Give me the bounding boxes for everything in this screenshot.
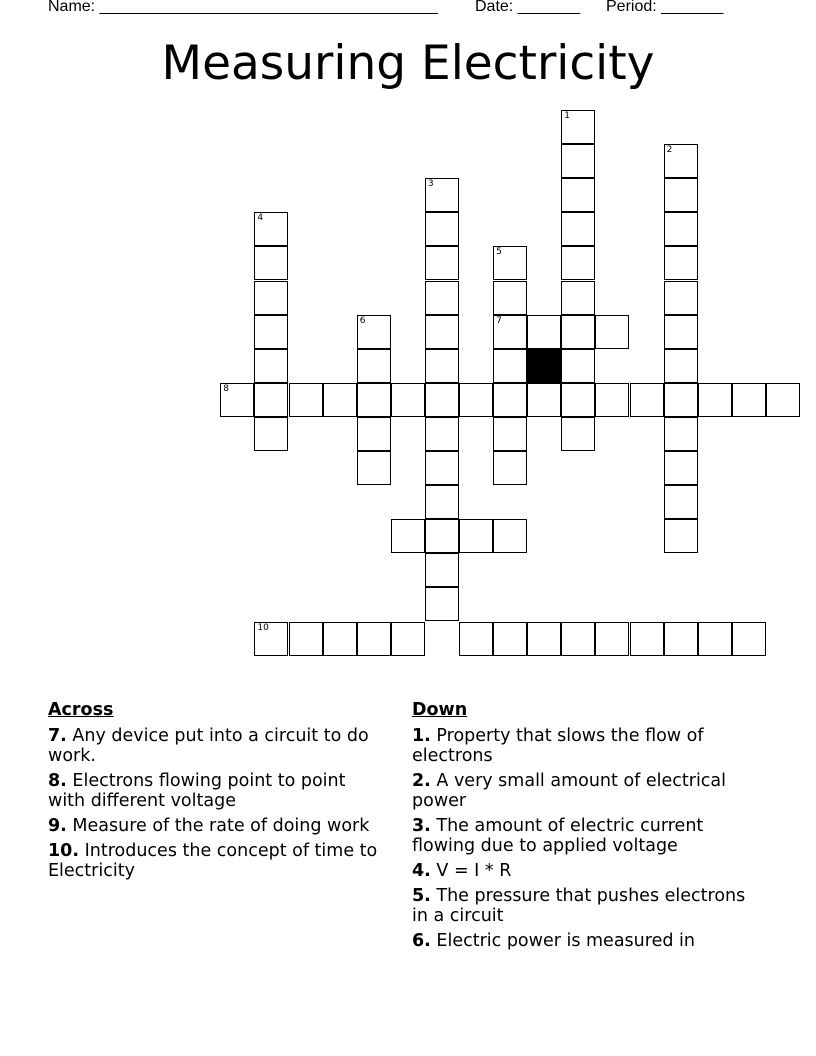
grid-cell[interactable] xyxy=(664,417,698,451)
grid-cell[interactable] xyxy=(391,383,425,417)
grid-cell[interactable] xyxy=(664,519,698,553)
grid-cell[interactable] xyxy=(425,383,459,417)
period-field-label[interactable]: Period: _______ xyxy=(606,0,724,15)
grid-cell[interactable] xyxy=(766,383,800,417)
grid-cell[interactable] xyxy=(425,212,459,246)
grid-cell[interactable] xyxy=(357,451,391,485)
clue-number-label: 3 xyxy=(427,179,434,190)
across-clue-9 xyxy=(48,816,388,836)
grid-cell[interactable] xyxy=(493,349,527,383)
grid-cell[interactable] xyxy=(664,315,698,349)
date-field-label[interactable]: Date: _______ xyxy=(475,0,580,15)
grid-cell[interactable] xyxy=(425,519,459,553)
grid-cell[interactable] xyxy=(425,485,459,519)
clue-number: 6. xyxy=(412,931,431,951)
clue-number-label: 5 xyxy=(496,247,502,258)
grid-cell[interactable] xyxy=(527,315,561,349)
grid-cell[interactable] xyxy=(323,622,357,656)
across-heading: Across xyxy=(48,700,114,720)
down-clue-1 xyxy=(412,726,762,766)
grid-cell[interactable] xyxy=(561,622,595,656)
clue-number-label: 4 xyxy=(257,213,264,224)
grid-cell[interactable] xyxy=(561,349,595,383)
grid-cell[interactable] xyxy=(630,622,664,656)
grid-cell[interactable] xyxy=(289,622,323,656)
clue-number-label: 7 xyxy=(496,315,502,326)
grid-cell[interactable] xyxy=(595,383,629,417)
clue-number: 9. xyxy=(48,816,67,836)
down-clue-6 xyxy=(412,931,762,951)
grid-cell[interactable] xyxy=(527,383,561,417)
grid-cell[interactable] xyxy=(493,451,527,485)
down-heading: Down xyxy=(412,700,468,720)
across-clue-10 xyxy=(48,841,388,881)
grid-cell[interactable] xyxy=(425,281,459,315)
down-clues xyxy=(412,700,762,956)
grid-cell[interactable] xyxy=(561,315,595,349)
grid-cell[interactable] xyxy=(595,315,629,349)
grid-cell[interactable] xyxy=(254,383,288,417)
grid-cell[interactable] xyxy=(732,622,766,656)
clue-number: 1. xyxy=(412,726,431,746)
grid-cell[interactable] xyxy=(561,178,595,212)
across-clues xyxy=(48,700,388,886)
page-title: Measuring Electricity xyxy=(161,36,655,91)
grid-cell[interactable] xyxy=(664,383,698,417)
grid-cell[interactable] xyxy=(425,451,459,485)
grid-cell[interactable] xyxy=(527,622,561,656)
grid-cell[interactable] xyxy=(254,315,288,349)
grid-cell[interactable] xyxy=(561,246,595,280)
grid-cell[interactable] xyxy=(391,622,425,656)
grid-cell[interactable] xyxy=(425,553,459,587)
grid-cell[interactable] xyxy=(391,519,425,553)
down-clue-2 xyxy=(412,771,762,811)
grid-cell[interactable] xyxy=(698,383,732,417)
grid-cell[interactable] xyxy=(425,178,459,212)
down-clue-5 xyxy=(412,886,762,926)
clue-text: The amount of electric current flowing due to applied voltage xyxy=(412,816,704,856)
clue-number: 4. xyxy=(412,861,431,881)
clue-number: 10. xyxy=(48,841,80,861)
grid-cell[interactable] xyxy=(254,417,288,451)
down-clue-3 xyxy=(412,816,762,856)
grid-cell[interactable] xyxy=(254,246,288,280)
clue-number: 5. xyxy=(412,886,431,906)
clue-text: Electric power is measured in xyxy=(436,931,695,951)
down-clue-4 xyxy=(412,861,762,881)
grid-cell[interactable] xyxy=(561,281,595,315)
name-field-label[interactable]: Name: ______________________________________ xyxy=(48,0,438,15)
grid-cell[interactable] xyxy=(254,622,288,656)
grid-cell[interactable] xyxy=(664,246,698,280)
grid-cell[interactable] xyxy=(357,417,391,451)
grid-cell[interactable] xyxy=(664,178,698,212)
grid-cell[interactable] xyxy=(357,349,391,383)
grid-cell[interactable] xyxy=(425,417,459,451)
grid-cell[interactable] xyxy=(357,315,391,349)
grid-cell[interactable] xyxy=(425,587,459,621)
clue-number-label: 2 xyxy=(666,145,673,156)
grid-cell[interactable] xyxy=(357,383,391,417)
grid-cell[interactable] xyxy=(459,383,493,417)
grid-cell[interactable] xyxy=(425,349,459,383)
grid-cell[interactable] xyxy=(561,383,595,417)
grid-cell[interactable] xyxy=(289,383,323,417)
grid-cell[interactable] xyxy=(323,383,357,417)
grid-cell[interactable] xyxy=(664,485,698,519)
clue-text: V = I * R xyxy=(436,861,512,881)
grid-cell[interactable] xyxy=(493,246,527,280)
grid-cell[interactable] xyxy=(732,383,766,417)
grid-cell[interactable] xyxy=(459,622,493,656)
grid-cell[interactable] xyxy=(630,383,664,417)
clue-text: Property that slows the flow of electrons xyxy=(412,726,704,766)
grid-cell[interactable] xyxy=(664,281,698,315)
grid-cell[interactable] xyxy=(425,315,459,349)
clue-number: 8. xyxy=(48,771,67,791)
clue-text: Measure of the rate of doing work xyxy=(72,816,370,836)
grid-cell[interactable] xyxy=(664,451,698,485)
grid-cell[interactable] xyxy=(493,383,527,417)
grid-cell[interactable] xyxy=(664,622,698,656)
clue-text: Any device put into a circuit to do work. xyxy=(48,726,369,766)
grid-cell[interactable] xyxy=(561,110,595,144)
clue-text: The pressure that pushes electrons in a circuit xyxy=(412,886,746,926)
grid-cell[interactable] xyxy=(561,417,595,451)
grid-cell[interactable] xyxy=(561,144,595,178)
grid-cell[interactable] xyxy=(664,144,698,178)
grid-cell[interactable] xyxy=(254,281,288,315)
grid-cell[interactable] xyxy=(254,349,288,383)
grid-cell[interactable] xyxy=(493,622,527,656)
clue-text: A very small amount of electrical power xyxy=(412,771,727,811)
grid-cell[interactable] xyxy=(220,383,254,417)
clue-text: Introduces the concept of time to Electricity xyxy=(48,841,378,881)
grid-cell[interactable] xyxy=(459,519,493,553)
clue-number-label: 10 xyxy=(257,622,269,633)
grid-cell[interactable] xyxy=(595,622,629,656)
grid-cell[interactable] xyxy=(664,349,698,383)
across-clue-8 xyxy=(48,771,388,811)
clue-text: Electrons flowing point to point with different voltage xyxy=(48,771,346,811)
grid-cell[interactable] xyxy=(698,622,732,656)
grid-cell[interactable] xyxy=(493,417,527,451)
grid-cell[interactable] xyxy=(664,212,698,246)
black-cell xyxy=(527,349,561,383)
grid-cell[interactable] xyxy=(254,212,288,246)
grid-cell[interactable] xyxy=(493,281,527,315)
clue-number-label: 1 xyxy=(564,111,571,121)
grid-cell[interactable] xyxy=(357,622,391,656)
grid-cell[interactable] xyxy=(493,519,527,553)
grid-cell[interactable] xyxy=(561,212,595,246)
grid-cell[interactable] xyxy=(425,246,459,280)
clue-number: 7. xyxy=(48,726,67,746)
across-clue-7 xyxy=(48,726,388,766)
clue-number-label: 6 xyxy=(359,315,366,326)
grid-cell[interactable] xyxy=(493,315,527,349)
clue-number: 3. xyxy=(412,816,431,836)
clue-number-label: 8 xyxy=(223,383,230,394)
clue-number: 2. xyxy=(412,771,431,791)
